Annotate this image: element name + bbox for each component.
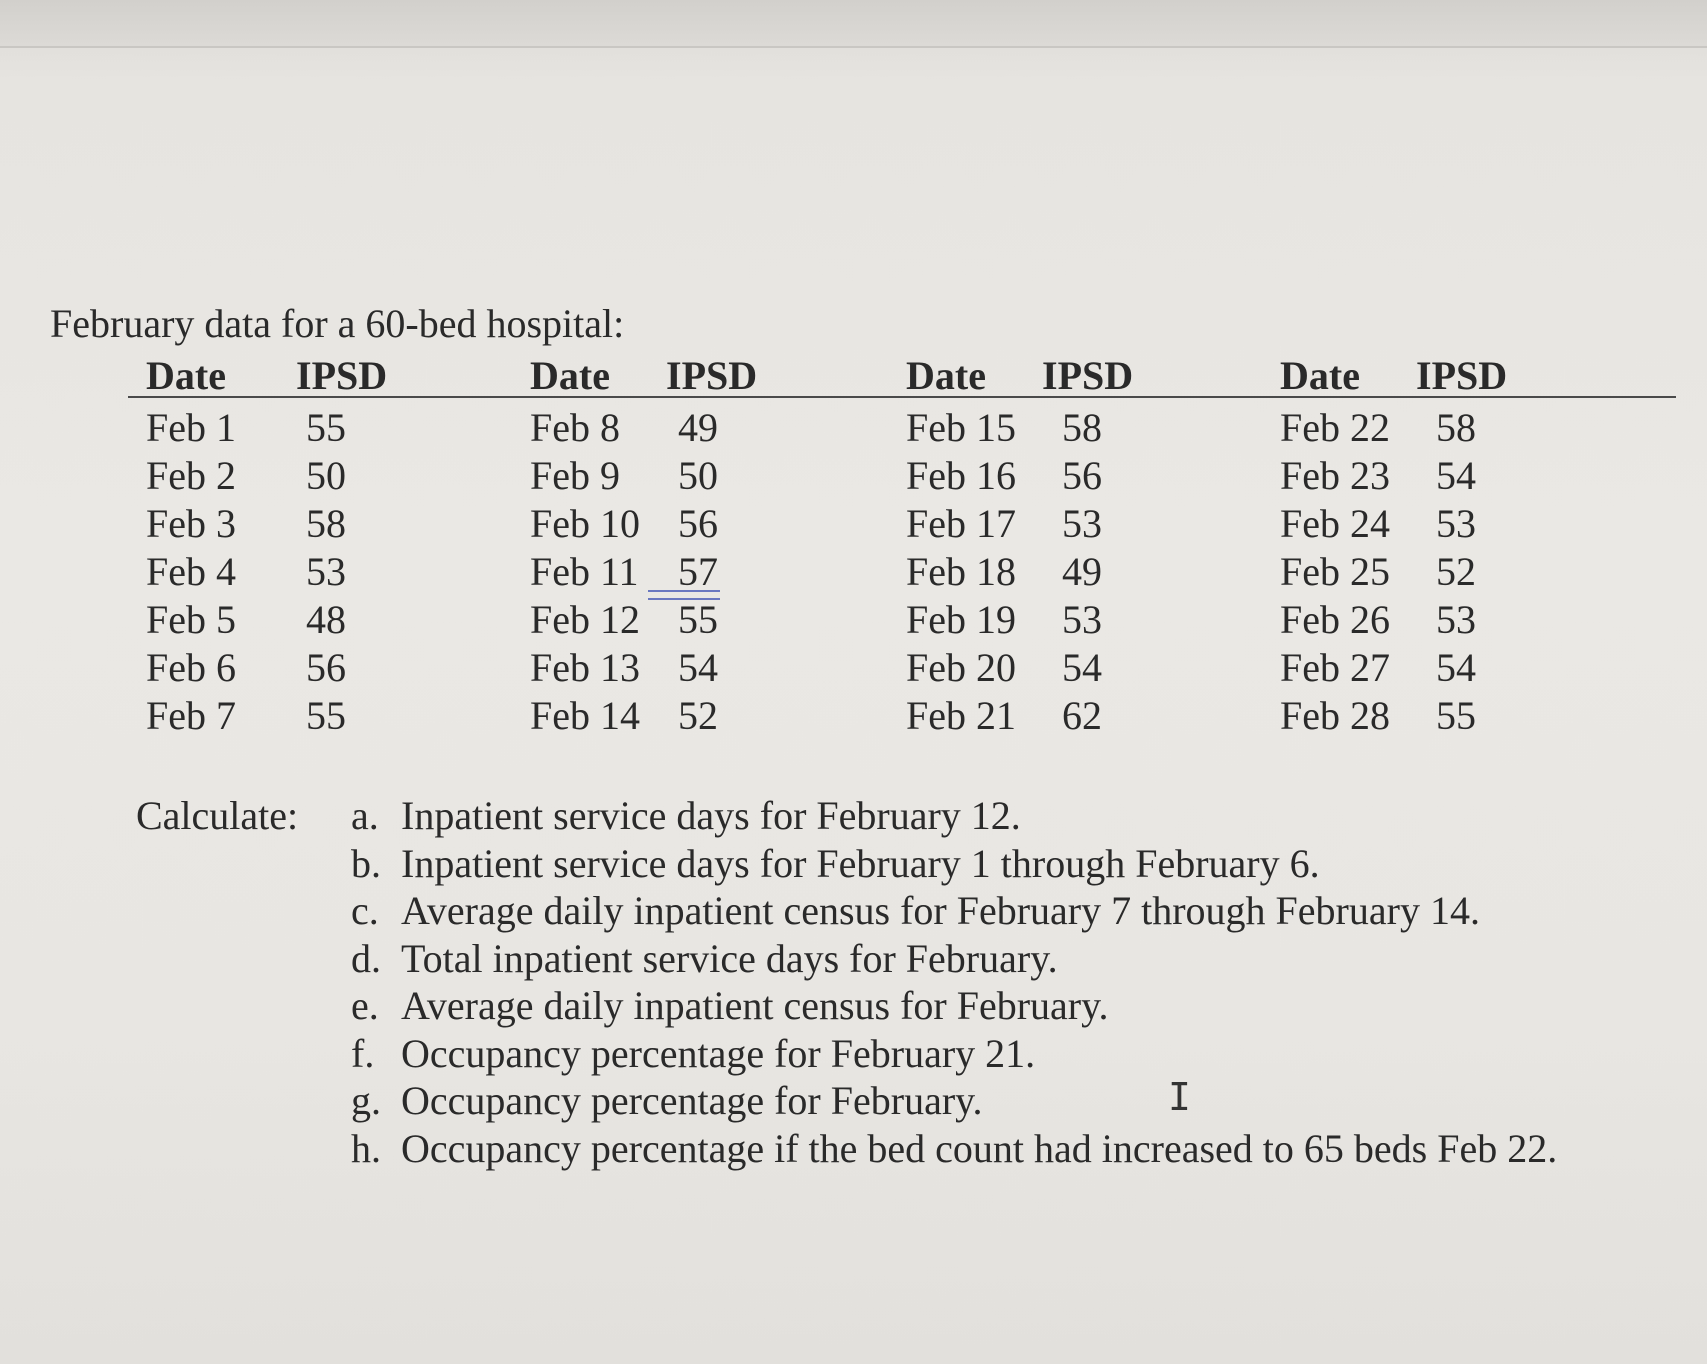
date-cell: Feb 28: [1280, 693, 1390, 738]
item-text: Average daily inpatient census for February 7 through February 14.: [401, 888, 1480, 933]
list-item: [351, 935, 1707, 983]
date-header: Date: [530, 353, 610, 398]
date-header: Date: [146, 353, 226, 398]
list-item: [351, 1125, 1707, 1173]
date-cell: Feb 15: [906, 405, 1016, 450]
item-text: Occupancy percentage for February 21.: [401, 1030, 1036, 1076]
item-letter: b.: [351, 840, 381, 886]
ipsd-cell: 49: [678, 405, 718, 450]
ipsd-cell: 55: [306, 693, 346, 738]
ipsd-cell: 49: [1062, 549, 1102, 594]
date-cell: Feb 18: [906, 549, 1016, 594]
ipsd-cell: 50: [678, 453, 718, 498]
ipsd-cell: 55: [306, 405, 346, 450]
item-letter: a.: [351, 793, 379, 838]
date-cell: Feb 19: [906, 597, 1016, 642]
date-cell: Feb 21: [906, 693, 1016, 738]
pen-underline-mark: [648, 590, 720, 600]
ipsd-cell: 55: [678, 597, 718, 642]
ipsd-cell: 56: [1062, 453, 1102, 498]
ipsd-header: IPSD: [1042, 353, 1134, 398]
date-header: Date: [906, 353, 986, 398]
ipsd-cell: 62: [1062, 693, 1102, 738]
date-cell: Feb 11: [530, 549, 639, 594]
date-header: Date: [1280, 353, 1360, 398]
date-cell: Feb 6: [146, 645, 236, 690]
ipsd-cell: 53: [1062, 597, 1102, 642]
ipsd-cell: 54: [1436, 645, 1476, 690]
date-cell: Feb 17: [906, 501, 1016, 546]
ipsd-cell: 53: [1436, 597, 1476, 642]
date-cell: Feb 5: [146, 597, 236, 642]
date-cell: Feb 24: [1280, 501, 1390, 546]
item-letter: h.: [351, 1125, 381, 1171]
date-cell: Feb 14: [530, 693, 640, 738]
ipsd-cell: 58: [1062, 405, 1102, 450]
date-cell: Feb 25: [1280, 549, 1390, 594]
date-cell: Feb 16: [906, 453, 1016, 498]
item-letter: g.: [351, 1078, 381, 1123]
item-text: Occupancy percentage if the bed count had increased to 65 beds Feb 22.: [401, 1125, 1558, 1171]
list-item: [351, 887, 1707, 935]
item-text: Occupancy percentage for February.: [401, 1078, 983, 1123]
date-cell: Feb 22: [1280, 405, 1390, 450]
item-text: Total inpatient service days for February.: [401, 935, 1058, 981]
list-item: [351, 792, 1707, 840]
date-cell: Feb 1: [146, 405, 236, 450]
date-cell: Feb 27: [1280, 645, 1390, 690]
ipsd-cell: 58: [306, 501, 346, 546]
ipsd-cell: 58: [1436, 405, 1476, 450]
ipsd-cell: 54: [1062, 645, 1102, 690]
item-letter: e.: [351, 983, 379, 1028]
ipsd-cell: 54: [678, 645, 718, 690]
date-cell: Feb 26: [1280, 597, 1390, 642]
list-item: [351, 840, 1707, 888]
ipsd-cell: 48: [306, 597, 346, 642]
list-item: [351, 982, 1707, 1030]
item-letter: f.: [351, 1030, 375, 1076]
ipsd-cell: 53: [306, 549, 346, 594]
date-cell: Feb 4: [146, 549, 236, 594]
item-text: Average daily inpatient census for February.: [401, 983, 1109, 1028]
ipsd-cell: 53: [1436, 501, 1476, 546]
list-item: [351, 1030, 1707, 1078]
date-cell: Feb 23: [1280, 453, 1390, 498]
item-text: Inpatient service days for February 12.: [401, 793, 1021, 838]
ipsd-cell: 55: [1436, 693, 1476, 738]
ipsd-header: IPSD: [1416, 353, 1508, 398]
date-cell: Feb 13: [530, 645, 640, 690]
top-edge-bar: [0, 0, 1707, 48]
calculate-label: Calculate:: [136, 793, 299, 838]
ipsd-cell: 56: [678, 501, 718, 546]
date-cell: Feb 8: [530, 405, 620, 450]
item-text: Inpatient service days for February 1 through February 6.: [401, 840, 1320, 886]
date-cell: Feb 12: [530, 597, 640, 642]
date-cell: Feb 9: [530, 453, 620, 498]
item-letter: c.: [351, 888, 379, 933]
calculate-list: [351, 792, 1707, 1172]
ipsd-header: IPSD: [666, 353, 758, 398]
ipsd-cell: 52: [678, 693, 718, 738]
date-cell: Feb 2: [146, 453, 236, 498]
ipsd-cell: 53: [1062, 501, 1102, 546]
date-cell: Feb 10: [530, 501, 640, 546]
intro-text: February data for a 60-bed hospital:: [50, 301, 625, 346]
ipsd-header: IPSD: [296, 353, 388, 398]
ipsd-cell: 56: [306, 645, 346, 690]
ipsd-cell: 52: [1436, 549, 1476, 594]
ipsd-cell: 57: [678, 549, 718, 594]
item-letter: d.: [351, 935, 381, 981]
date-cell: Feb 20: [906, 645, 1016, 690]
list-item: [351, 1077, 1707, 1125]
text-cursor-icon: I: [1168, 1075, 1191, 1119]
ipsd-cell: 50: [306, 453, 346, 498]
date-cell: Feb 3: [146, 501, 236, 546]
date-cell: Feb 7: [146, 693, 236, 738]
ipsd-cell: 54: [1436, 453, 1476, 498]
